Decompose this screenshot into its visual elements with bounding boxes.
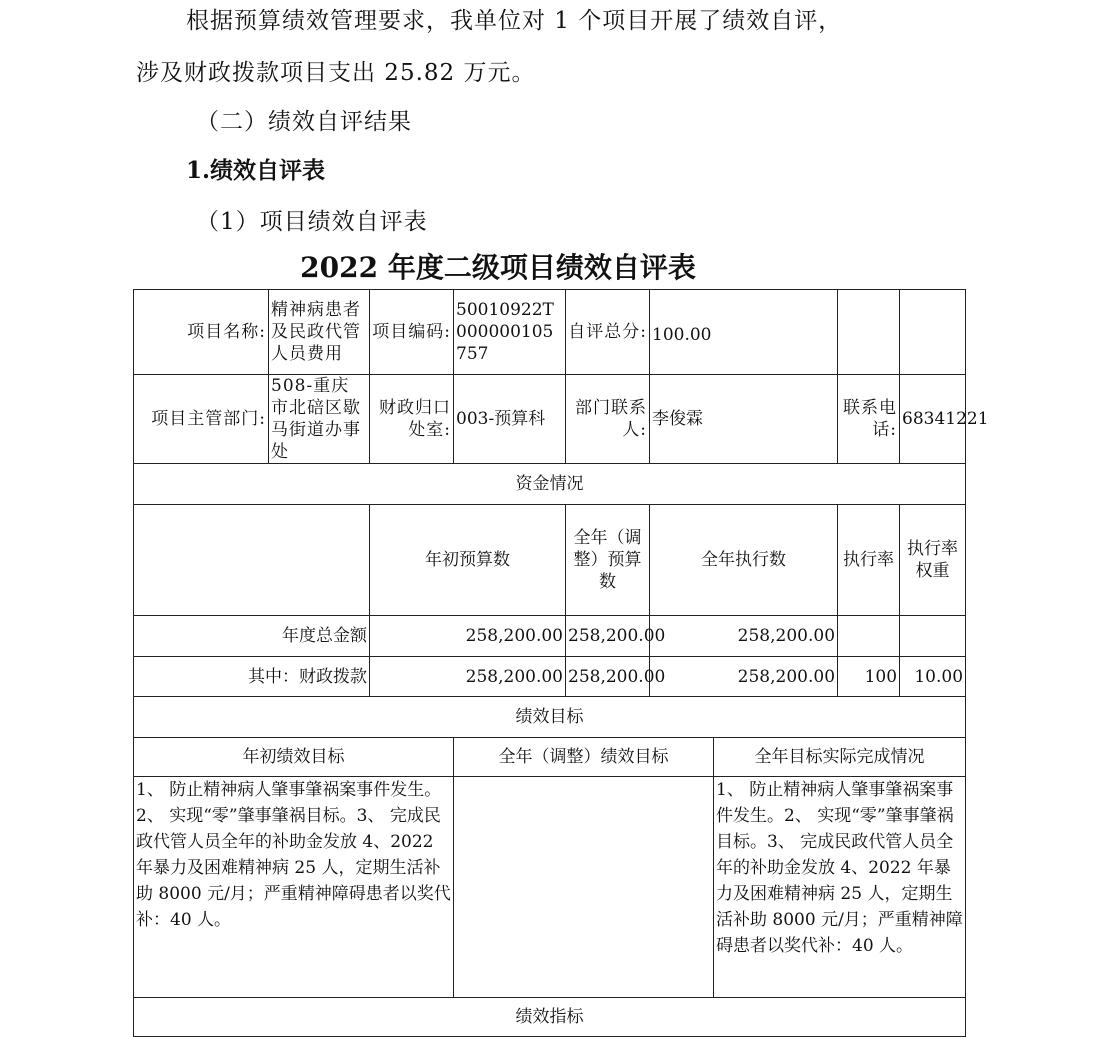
finance-office-value: 003-预算科 xyxy=(454,375,566,464)
header-initial-budget: 年初预算数 xyxy=(370,505,566,616)
exec-rate xyxy=(838,616,900,657)
phone-value: 68341221 xyxy=(900,375,966,464)
section-heading-table: 1.绩效自评表 xyxy=(186,157,326,184)
header-rate-weight: 执行率权重 xyxy=(900,505,966,616)
empty-cell xyxy=(900,290,966,375)
dept-value: 508-重庆市北碚区歇马街道办事处 xyxy=(269,375,370,464)
row-label: 年度总金额 xyxy=(134,616,370,657)
row-label: 其中：财政拨款 xyxy=(134,657,370,697)
header-actual-completion: 全年目标实际完成情况 xyxy=(714,738,966,777)
info-row-1 xyxy=(134,290,966,375)
table-title-text: 2022 年度二级项目绩效自评表 xyxy=(300,251,696,284)
contact-label: 部门联系人: xyxy=(566,375,650,464)
project-code-label: 项目编码: xyxy=(370,290,454,375)
rate-weight xyxy=(900,616,966,657)
funds-section-title: 资金情况 xyxy=(134,464,966,505)
self-score-value: 100.00 xyxy=(650,290,838,375)
actual-completion-text: 1、 防止精神病人肇事肇祸案事件发生。2、 实现“零”肇事肇祸目标。3、 完成民政代管人员全年的补助金发放 4、2022 年暴力及困难精神病 25 人，定期生活补助 8000 元/月；严重精神障碍患者以奖代补：40 人。 xyxy=(714,777,966,998)
contact-value: 李俊霖 xyxy=(650,375,838,464)
header-initial-goal: 年初绩效目标 xyxy=(134,738,454,777)
self-score-label: 自评总分: xyxy=(566,290,650,375)
exec-rate: 100 xyxy=(838,657,900,697)
adjusted-amount: 258,200.00 xyxy=(566,657,650,697)
project-name-value: 精神病患者及民政代管人员费用 xyxy=(269,290,370,375)
project-code-value: 50010922T000000105757 xyxy=(454,290,566,375)
initial-goal-text: 1、 防止精神病人肇事肇祸案事件发生。2、 实现“零”肇事肇祸目标。3、 完成民政代管人员全年的补助金发放 4、2022 年暴力及困难精神病 25 人，定期生活补助 8000 元/月；严重精神障碍患者以奖代补：40 人。 xyxy=(134,777,454,998)
empty-cell xyxy=(134,505,370,616)
section-heading-project-table: （1）项目绩效自评表 xyxy=(196,209,428,235)
intro-line-1: 根据预算绩效管理要求，我单位对 1 个项目开展了绩效自评， xyxy=(186,8,843,34)
funds-header-row xyxy=(134,505,966,616)
header-executed: 全年执行数 xyxy=(650,505,838,616)
initial-amount: 258,200.00 xyxy=(370,657,566,697)
project-name-label: 项目名称: xyxy=(134,290,269,375)
empty-cell xyxy=(838,290,900,375)
goals-content-row xyxy=(134,777,966,998)
phone-label: 联系电话: xyxy=(838,375,900,464)
header-exec-rate: 执行率 xyxy=(838,505,900,616)
funds-title-row xyxy=(134,464,966,505)
info-row-2 xyxy=(134,375,966,464)
funds-fiscal-row xyxy=(134,657,966,697)
indicators-section-title: 绩效指标 xyxy=(134,998,966,1037)
initial-amount: 258,200.00 xyxy=(370,616,566,657)
goals-header-row xyxy=(134,738,966,777)
intro-line-2: 涉及财政拨款项目支出 25.82 万元。 xyxy=(136,60,536,86)
executed-amount: 258,200.00 xyxy=(650,616,838,657)
dept-label: 项目主管部门: xyxy=(134,375,269,464)
indicators-title-row xyxy=(134,998,966,1037)
funds-total-row xyxy=(134,616,966,657)
header-adjusted-budget: 全年（调整）预算数 xyxy=(566,505,650,616)
adjusted-amount: 258,200.00 xyxy=(566,616,650,657)
rate-weight: 10.00 xyxy=(900,657,966,697)
self-evaluation-table xyxy=(133,289,989,1037)
table-title xyxy=(0,246,1100,286)
executed-amount: 258,200.00 xyxy=(650,657,838,697)
adjusted-goal-text xyxy=(454,777,714,998)
goals-title-row xyxy=(134,697,966,738)
section-heading-results: （二）绩效自评结果 xyxy=(196,109,412,135)
goals-section-title: 绩效目标 xyxy=(134,697,966,738)
header-adjusted-goal: 全年（调整）绩效目标 xyxy=(454,738,714,777)
finance-office-label: 财政归口处室: xyxy=(370,375,454,464)
